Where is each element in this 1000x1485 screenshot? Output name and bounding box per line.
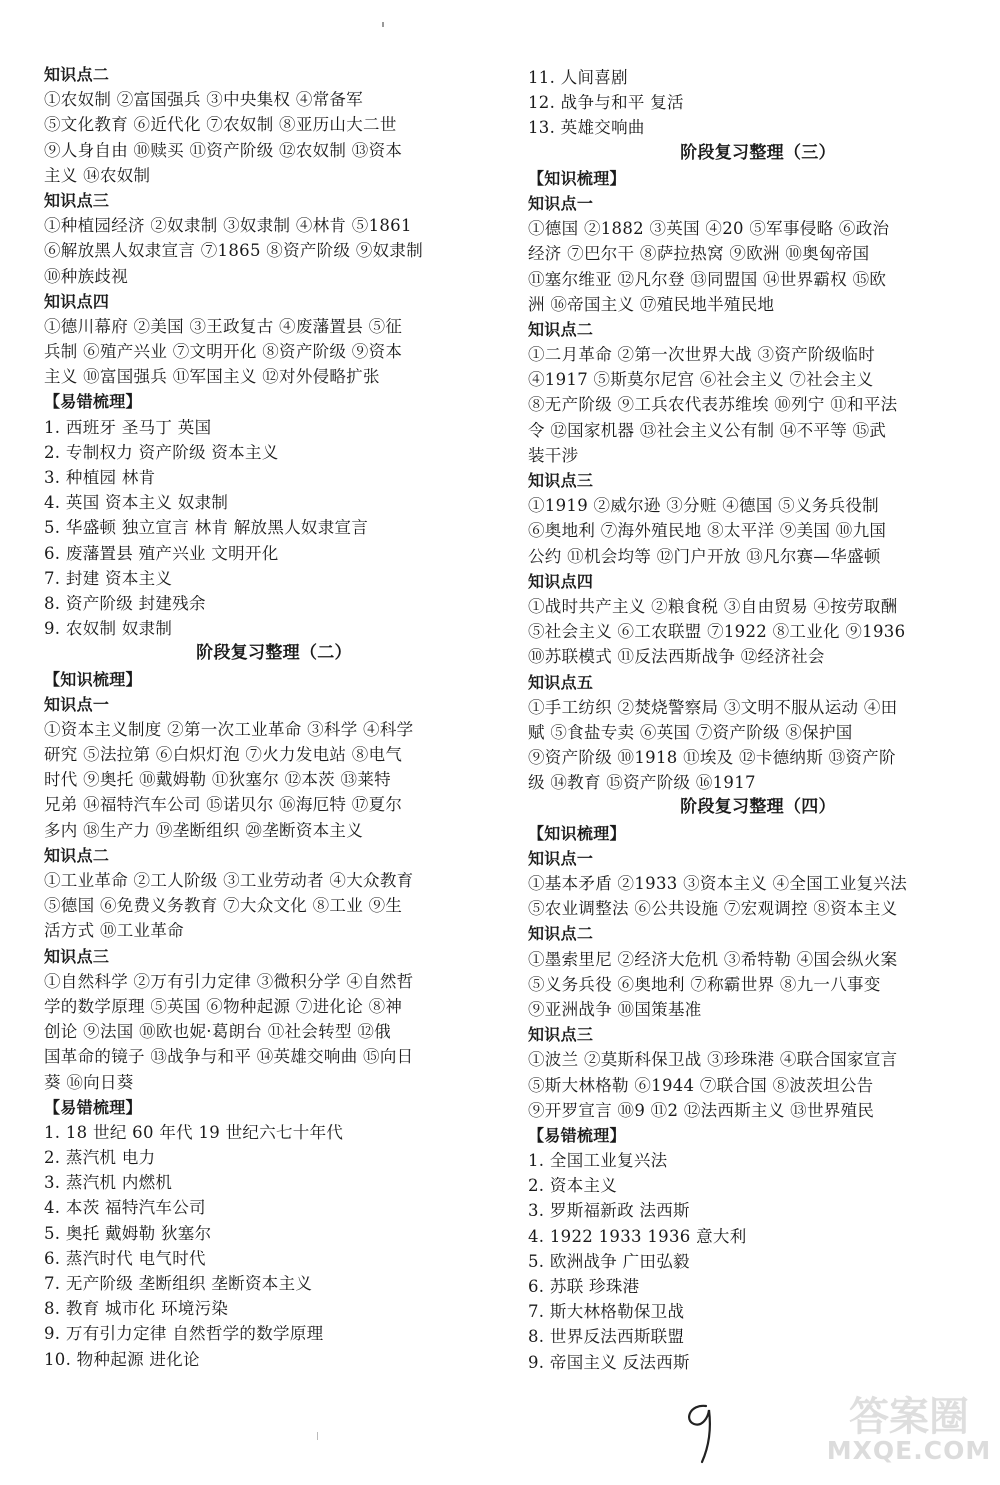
answer-line: 13. 英雄交响曲 [528,118,645,138]
section-heading: 【知识梳理】 [44,669,142,689]
answer-line: ①波兰 ②莫斯科保卫战 ③珍珠港 ④联合国家宣言 [528,1050,898,1070]
answer-line: ⑨资产阶级 ⑩1918 ⑪埃及 ⑫卡德纳斯 ⑬资产阶 [528,748,896,768]
answer-line: ①基本矛盾 ②1933 ③资本主义 ④全国工业复兴法 [528,874,908,893]
section-heading: 【知识梳理】 [528,168,626,188]
answer-line: 洲 ⑯帝国主义 ⑰殖民地半殖民地 [528,294,775,314]
answer-line: 5. 欧洲战争 广田弘毅 [528,1251,690,1271]
watermark-logo-icon [824,1388,994,1440]
section-heading: 知识点二 [44,65,110,84]
answer-line: ⑤文化教育 ⑥近代化 ⑦农奴制 ⑧亚历山大二世 [44,115,397,135]
section-heading: 知识点一 [44,694,110,714]
section-heading: 知识点一 [528,193,594,213]
answer-line: 9. 万有引力定律 自然哲学的数学原理 [44,1324,324,1344]
answer-line: ⑩苏联模式 ⑪反法西斯战争 ⑫经济社会 [528,647,825,667]
section-heading: 知识点二 [528,924,594,944]
answer-line: ①农奴制 ②富国强兵 ③中央集权 ④常备军 [44,90,364,110]
section-title: 阶段复习整理（四） [680,797,836,818]
handwritten-page-number [672,1400,732,1468]
answer-line: 3. 罗斯福新政 法西斯 [528,1201,690,1221]
answer-line: ①二月革命 ②第一次世界大战 ③资产阶级临时 [528,345,876,365]
answer-line: 6. 蒸汽时代 电气时代 [44,1248,206,1268]
svg-text:答案圈: 答案圈 [849,1394,969,1440]
answer-line: ①种植园经济 ②奴隶制 ③奴隶制 ④林肯 ⑤1861 [44,216,412,236]
answer-line: 学的数学原理 ⑤英国 ⑥物种起源 ⑦进化论 ⑧神 [44,996,403,1016]
section-heading: 知识点三 [44,190,110,210]
answer-line: 2. 专制权力 资产阶级 资本主义 [44,442,279,462]
answer-line: 3. 蒸汽机 内燃机 [44,1173,173,1193]
answer-line: ①工业革命 ②工人阶级 ③工业劳动者 ④大众教育 [44,871,414,890]
answer-line: 经济 ⑦巴尔干 ⑧萨拉热窝 ⑨欧洲 ⑩奥匈帝国 [528,244,870,264]
answer-line: ⑥解放黑人奴隶宣言 ⑦1865 ⑧资产阶级 ⑨奴隶制 [44,241,424,261]
answer-line: 令 ⑫国家机器 ⑬社会主义公有制 ⑭不平等 ⑮武 [528,420,887,440]
answer-line: ①资本主义制度 ②第一次工业革命 ③科学 ④科学 [44,719,414,739]
answer-line: 兵制 ⑥殖产兴业 ⑦文明开化 ⑧资产阶级 ⑨资本 [44,342,403,362]
answer-line: 12. 战争与和平 复活 [528,93,684,113]
answer-line: ①自然科学 ②万有引力定律 ③微积分学 ④自然哲 [44,971,414,991]
answer-line: 2. 蒸汽机 电力 [44,1148,156,1168]
answer-line: 7. 斯大林格勒保卫战 [528,1302,685,1322]
answer-line: ⑨开罗宣言 ⑩9 ⑪2 ⑫法西斯主义 ⑬世界殖民 [528,1100,875,1120]
answer-line: 1. 全国工业复兴法 [528,1151,668,1171]
section-heading: 知识点四 [44,291,110,311]
answer-line: 9. 农奴制 奴隶制 [44,619,173,639]
answer-line: 10. 物种起源 进化论 [44,1349,200,1369]
answer-line: ⑤社会主义 ⑥工农联盟 ⑦1922 ⑧工业化 ⑨1936 [528,622,906,642]
answer-line: ⑤农业调整法 ⑥公共设施 ⑦宏观调控 ⑧资本主义 [528,899,898,919]
answer-line: 主义 ⑭农奴制 [44,165,151,185]
answer-line: 5. 奥托 戴姆勒 狄塞尔 [44,1223,212,1243]
answer-line: 兄弟 ⑭福特汽车公司 ⑮诺贝尔 ⑯海厄特 ⑰夏尔 [44,795,403,815]
answer-line: 4. 1922 1933 1936 意大利 [528,1226,747,1246]
answer-line: ⑤义务兵役 ⑥奥地利 ⑦称霸世界 ⑧九一八事变 [528,974,881,994]
answer-line: ⑤斯大林格勒 ⑥1944 ⑦联合国 ⑧波茨坦公告 [528,1075,874,1095]
answer-line: ⑤德国 ⑥免费义务教育 ⑦大众文化 ⑧工业 ⑨生 [44,896,403,916]
section-title: 阶段复习整理（三） [680,142,836,163]
answer-line: ①战时共产主义 ②粮食税 ③自由贸易 ④按劳取酬 [528,596,898,616]
answer-line: ①德国 ②1882 ③英国 ④20 ⑤军事侵略 ⑥政治 [528,219,890,239]
answer-line: ①墨索里尼 ②经济大危机 ③希特勒 ④国会纵火案 [528,949,898,969]
answer-line: 研究 ⑤法拉第 ⑥白炽灯泡 ⑦火力发电站 ⑧电气 [44,745,403,765]
answer-line: ⑩种族歧视 [44,266,128,286]
answer-line: 活方式 ⑩工业革命 [44,921,184,941]
section-heading: 【易错梳理】 [528,1125,626,1145]
answer-line: 赋 ⑤食盐专卖 ⑥英国 ⑦资产阶级 ⑧保护国 [528,722,853,742]
answer-line: 6. 废藩置县 殖产兴业 文明开化 [44,543,279,563]
watermark-site: MXQE.COM [826,1436,992,1465]
answer-line: ①手工纺织 ②焚烧警察局 ③文明不服从运动 ④田 [528,697,898,717]
answer-line: ①1919 ②威尔逊 ③分赃 ④德国 ⑤义务兵役制 [528,496,879,516]
section-heading: 知识点二 [528,319,594,339]
section-heading: 知识点一 [528,848,594,868]
section-heading: 知识点四 [528,571,594,591]
watermark [824,1388,994,1480]
answer-line: ⑪塞尔维亚 ⑫凡尔登 ⑬同盟国 ⑭世界霸权 ⑮欧 [528,269,887,289]
answer-line: 时代 ⑨奥托 ⑩戴姆勒 ⑪狄塞尔 ⑫本茨 ⑬莱特 [44,770,391,790]
answer-line: ⑨人身自由 ⑩赎买 ⑪资产阶级 ⑫农奴制 ⑬资本 [44,140,403,160]
answer-line: 创论 ⑨法国 ⑩欧也妮·葛朗台 ⑪社会转型 ⑫俄 [44,1022,391,1042]
answer-line: 5. 华盛顿 独立宣言 林肯 解放黑人奴隶宣言 [44,518,369,538]
section-title: 阶段复习整理（二） [196,643,352,664]
answer-line: 级 ⑭教育 ⑮资产阶级 ⑯1917 [528,773,756,793]
answer-line: 8. 资产阶级 封建残余 [44,593,206,613]
answer-line: 6. 苏联 珍珠港 [528,1277,640,1296]
section-heading: 【知识梳理】 [528,823,626,843]
answer-line: ⑨亚洲战争 ⑩国策基准 [528,999,702,1019]
section-heading: 知识点三 [44,946,110,966]
scan-mark [382,22,384,27]
answer-line: 1. 18 世纪 60 年代 19 世纪六七十年代 [44,1122,344,1142]
answer-line: 1. 西班牙 圣马丁 英国 [44,417,212,437]
answer-line: 主义 ⑩富国强兵 ⑪军国主义 ⑫对外侵略扩张 [44,367,380,387]
left-column [44,62,504,1372]
scan-mark [317,1432,318,1440]
answer-line: 7. 无产阶级 垄断组织 垄断资本主义 [44,1274,313,1293]
answer-line: 9. 帝国主义 反法西斯 [528,1352,690,1372]
answer-line: 7. 封建 资本主义 [44,568,173,588]
answer-line: 装干涉 [528,445,579,465]
answer-line: 葵 ⑯向日葵 [44,1072,134,1092]
answer-line: 公约 ⑪机会均等 ⑫门户开放 ⑬凡尔赛—华盛顿 [528,546,881,566]
answer-line: ④1917 ⑤斯莫尔尼宫 ⑥社会主义 ⑦社会主义 [528,370,874,390]
section-heading: 知识点二 [44,845,110,865]
section-heading: 知识点五 [528,672,594,692]
answer-line: 多内 ⑱生产力 ⑲垄断组织 ⑳垄断资本主义 [44,820,364,840]
answer-line: 4. 本茨 福特汽车公司 [44,1198,206,1218]
section-heading: 知识点三 [528,471,594,490]
section-heading: 【易错梳理】 [44,1097,142,1117]
section-heading: 知识点三 [528,1025,594,1045]
answer-line: 2. 资本主义 [528,1176,618,1196]
answer-line: ⑥奥地利 ⑦海外殖民地 ⑧太平洋 ⑨美国 ⑩九国 [528,521,887,541]
answer-line: ⑧无产阶级 ⑨工兵农代表苏维埃 ⑩列宁 ⑪和平法 [528,395,898,415]
section-heading: 【易错梳理】 [44,392,142,412]
answer-line: 8. 世界反法西斯联盟 [528,1327,685,1347]
answer-line: 11. 人间喜剧 [528,68,628,87]
answer-line: 3. 种植园 林肯 [44,468,156,487]
answer-line: 4. 英国 资本主义 奴隶制 [44,493,229,513]
answer-line: 8. 教育 城市化 环境污染 [44,1299,229,1319]
answer-line: 国革命的镜子 ⑬战争与和平 ⑭英雄交响曲 ⑮向日 [44,1047,414,1067]
answer-line: ①德川幕府 ②美国 ③王政复古 ④废藩置县 ⑤征 [44,316,403,336]
right-column [528,65,988,1375]
